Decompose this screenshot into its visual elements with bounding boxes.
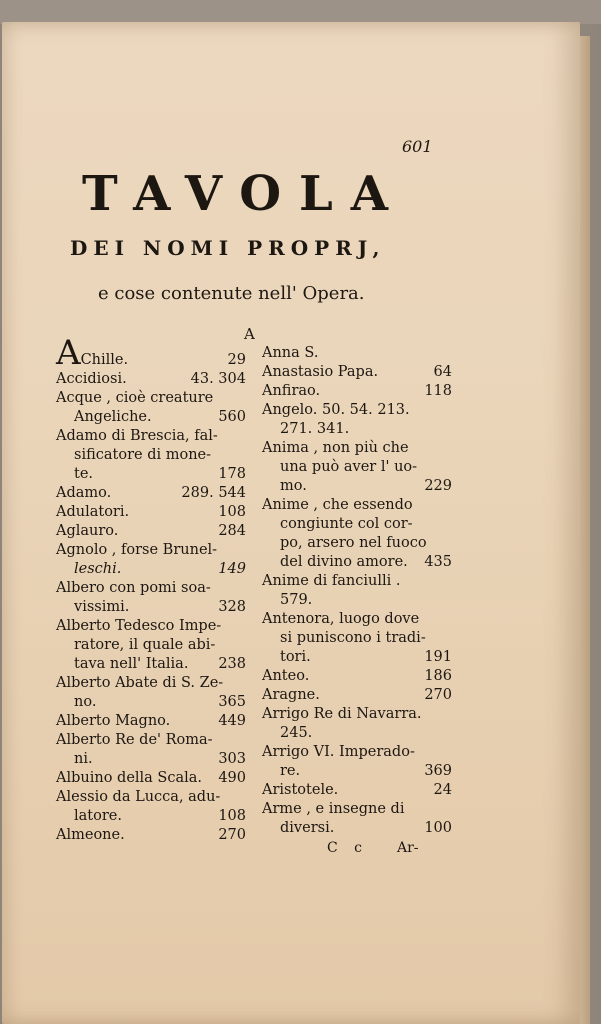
index-entry: te. 178 xyxy=(74,466,246,482)
index-entry: una può aver l' uo- xyxy=(280,459,418,475)
index-entry: Aglauro. 284 xyxy=(56,523,246,539)
drop-cap: A xyxy=(56,333,81,373)
index-entry: del divino amore. 435 xyxy=(280,554,452,570)
index-entry: Angeliche. 560 xyxy=(74,409,246,425)
index-entry: congiunte col cor- xyxy=(280,516,413,532)
page-title: TAVOLA xyxy=(82,166,407,222)
index-entry: 271. 341. xyxy=(280,421,350,437)
index-entry: Anastasio Papa. 64 xyxy=(262,364,452,380)
index-entry: tava nell' Italia. 238 xyxy=(74,656,246,672)
index-entry: po, arsero nel fuoco xyxy=(280,535,427,551)
index-entry: Alberto Re de' Roma- xyxy=(56,732,213,748)
index-entry: Almeone. 270 xyxy=(56,827,246,843)
index-entry: 245. xyxy=(280,725,313,741)
index-entry: Anime di fanciulli . xyxy=(262,573,401,589)
catchword: Ar- xyxy=(397,840,419,856)
index-entry: Arme , e insegne di xyxy=(262,801,405,817)
index-entry: Antenora, luogo dove xyxy=(262,611,420,627)
index-entry: si puniscono i tradi- xyxy=(280,630,426,646)
left-column xyxy=(56,333,246,845)
index-entry: Alberto Abate di S. Ze- xyxy=(56,675,224,691)
index-entry: Aragne. 270 xyxy=(262,687,452,703)
index-entry: Anteo. 186 xyxy=(262,668,452,684)
index-entry: Anna S. xyxy=(262,345,319,361)
index-entry: Alberto Tedesco Impe- xyxy=(56,618,222,634)
subtitle-2: e cose contenute nell' Opera. xyxy=(98,283,365,304)
index-entry: Alessio da Lucca, adu- xyxy=(56,789,221,805)
index-entry: Arrigo VI. Imperado- xyxy=(262,744,415,760)
section-letter: A xyxy=(244,325,255,343)
index-entry: Agnolo , forse Brunel- xyxy=(56,542,218,558)
index-entry: latore. 108 xyxy=(74,808,246,824)
index-entry: ni. 303 xyxy=(74,751,246,767)
index-entry: re. 369 xyxy=(280,763,452,779)
right-column xyxy=(262,344,452,838)
index-entry: Acque , cioè creature xyxy=(56,390,214,406)
index-entry: sificatore di mone- xyxy=(74,447,212,463)
index-entry: Arrigo Re di Navarra. xyxy=(262,706,422,722)
index-entry: Adamo. 289. 544 xyxy=(56,485,246,501)
index-entry: Aristotele. 24 xyxy=(262,782,452,798)
page-number: 601 xyxy=(402,137,433,156)
index-entry: 579. xyxy=(280,592,313,608)
index-entry: tori. 191 xyxy=(280,649,452,665)
index-entry: Anima , non più che xyxy=(262,440,409,456)
index-entry: leschi. 149 xyxy=(74,561,246,577)
index-entry: Adulatori. 108 xyxy=(56,504,246,520)
subtitle: DEI NOMI PROPRJ, xyxy=(70,236,386,260)
index-entry: Albuino della Scala. 490 xyxy=(56,770,246,786)
top-strip xyxy=(0,0,601,24)
signature-mark: C c xyxy=(327,840,369,856)
index-entry: ratore, il quale abi- xyxy=(74,637,216,653)
index-entry: Anfirao. 118 xyxy=(262,383,452,399)
index-entry: diversi. 100 xyxy=(280,820,452,836)
index-entry: Albero con pomi soa- xyxy=(56,580,211,596)
index-entry: mo. 229 xyxy=(280,478,452,494)
index-entry: Anime , che essendo xyxy=(262,497,413,513)
index-entry: Angelo. 50. 54. 213. xyxy=(262,402,410,418)
index-entry: Accidiosi. 43. 304 xyxy=(56,371,246,387)
index-entry: no. 365 xyxy=(74,694,246,710)
index-entry: AChille. 29 xyxy=(56,333,246,373)
index-entry: Alberto Magno. 449 xyxy=(56,713,246,729)
index-entry: Adamo di Brescia, fal- xyxy=(56,428,218,444)
index-entry: vissimi. 328 xyxy=(74,599,246,615)
